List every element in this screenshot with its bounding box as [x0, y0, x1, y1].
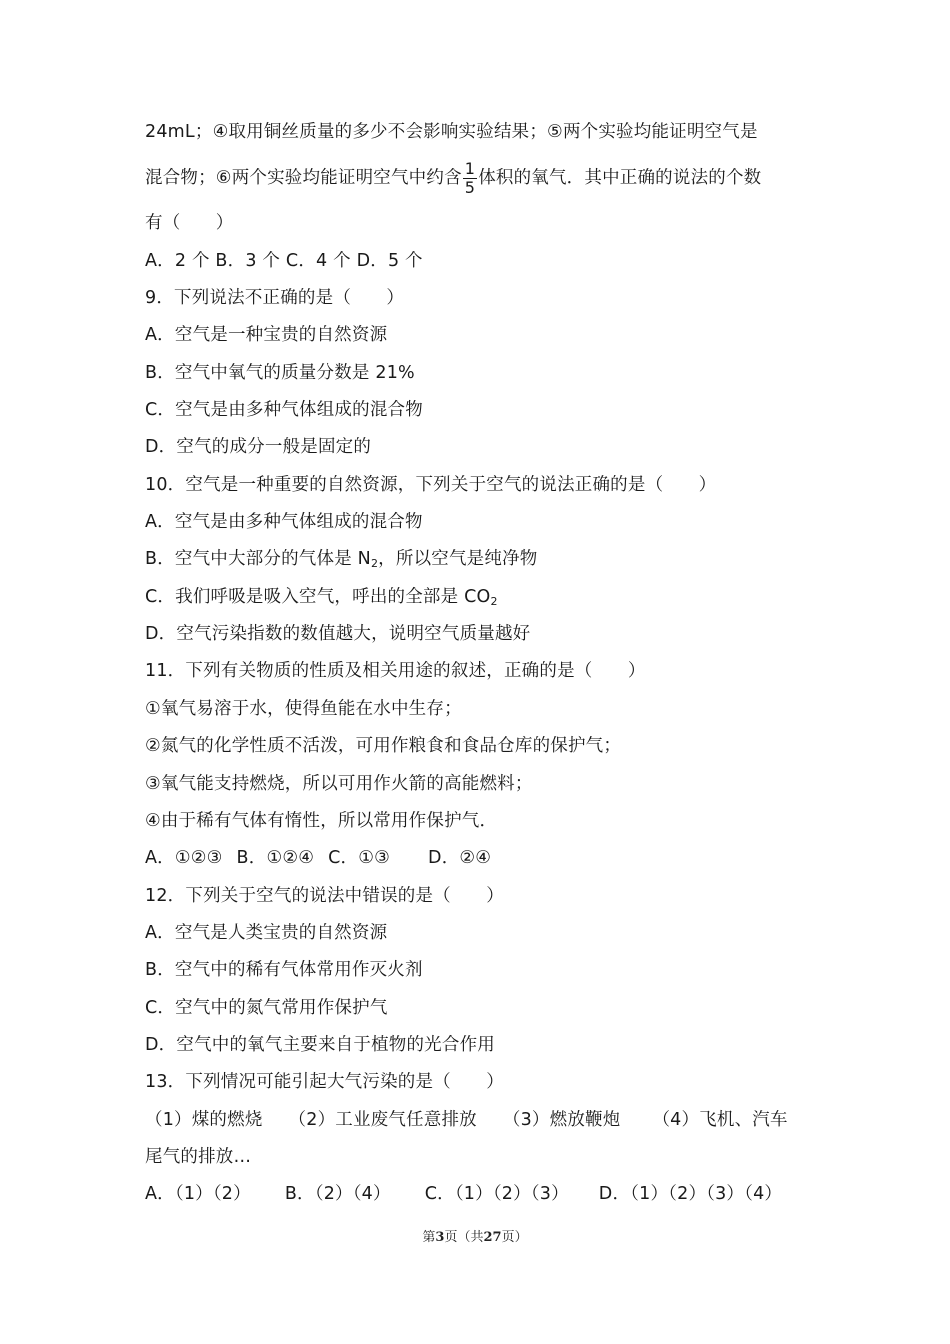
q8-line-2-pre: 混合物；⑥两个实验均能证明空气中约含: [145, 168, 462, 189]
q12-option-c: C．空气中的氮气常用作保护气: [145, 997, 388, 1018]
q11-statement-2: ②氮气的化学性质不活泼，可用作粮食和食品仓库的保护气；: [145, 736, 622, 757]
q13-option-a: A．（1）（2）: [145, 1184, 251, 1205]
q10-option-c-pre: C．我们呼吸是吸入空气，呼出的全部是 CO: [145, 586, 491, 607]
q11-option-a: A．①②③: [145, 848, 223, 869]
q13-stem: 13．下列情况可能引起大气污染的是（ ）: [145, 1072, 504, 1093]
q12-option-d: D．空气中的氧气主要来自于植物的光合作用: [145, 1034, 495, 1055]
q13-item-2: （2）工业废气任意排放: [288, 1109, 477, 1130]
q13-option-c: C．（1）（2）（3）: [424, 1184, 569, 1205]
q11-statement-3: ③氧气能支持燃烧，所以可用作火箭的高能燃料；: [145, 773, 533, 794]
q11-option-c: C．①③: [328, 848, 391, 869]
q13-items-continued: 尾气的排放…: [145, 1146, 252, 1167]
q10-option-d: D．空气污染指数的数值越大，说明空气质量越好: [145, 624, 531, 645]
q10-option-c-subscript: 2: [490, 594, 498, 608]
page-footer: [0, 1226, 950, 1245]
footer-total-pages: 27: [483, 1230, 502, 1245]
footer-page-number: 3: [435, 1230, 445, 1245]
q10-option-a: A．空气是由多种气体组成的混合物: [145, 512, 423, 533]
q10-option-c: [145, 579, 810, 616]
page-content: [145, 114, 810, 1214]
q10-option-b-pre: B．空气中大部分的气体是 N: [145, 549, 371, 570]
q10-option-b: [145, 541, 810, 578]
q8-line-2: [145, 151, 810, 205]
q10-option-b-subscript: 2: [370, 557, 379, 571]
q12-option-a: A．空气是人类宝贵的自然资源: [145, 922, 388, 943]
q13-options: [145, 1176, 810, 1213]
q10-stem: 10．空气是一种重要的自然资源，下列关于空气的说法正确的是（ ）: [145, 474, 717, 495]
q12-stem: 12．下列关于空气的说法中错误的是（ ）: [145, 885, 504, 906]
fraction-one-fifth: [463, 160, 477, 197]
q11-statement-1: ①氧气易溶于水，使得鱼能在水中生存；: [145, 698, 462, 719]
q9-option-a: A．空气是一种宝贵的自然资源: [145, 325, 388, 346]
footer-suffix: 页）: [501, 1230, 528, 1245]
q11-statement-4: ④由于稀有气体有惰性，所以常用作保护气．: [145, 810, 498, 831]
footer-prefix: 第: [422, 1230, 436, 1245]
q8-line-1: 24mL；④取用铜丝质量的多少不会影响实验结果；⑤两个实验均能证明空气是: [145, 122, 758, 142]
q11-option-b: B．①②④: [236, 848, 315, 869]
q8-line-2-post: 体积的氧气．其中正确的说法的个数: [478, 168, 762, 189]
q13-option-d: D．（1）（2）（3）（4）: [598, 1184, 783, 1205]
q13-option-b: B．（2）（4）: [284, 1184, 391, 1205]
q11-options: [145, 840, 810, 877]
q8-line-3: 有（ ）: [145, 213, 234, 234]
q13-item-4: （4）飞机、汽车: [652, 1109, 788, 1130]
q12-option-b: B．空气中的稀有气体常用作灭火剂: [145, 960, 423, 981]
q9-option-d: D．空气的成分一般是固定的: [145, 437, 372, 458]
q9-stem: 9．下列说法不正确的是（ ）: [145, 288, 405, 309]
q11-option-d: D．②④: [428, 848, 492, 869]
q13-item-3: （3）燃放鞭炮: [502, 1109, 621, 1130]
q13-item-1: （1）煤的燃烧: [145, 1109, 263, 1130]
q9-option-b: B．空气中氧气的质量分数是 21%: [145, 362, 415, 383]
q8-options: A．2 个 B．3 个 C．4 个 D．5 个: [145, 250, 423, 271]
fraction-numerator: 1: [464, 158, 476, 178]
q13-items: [145, 1102, 810, 1139]
q11-stem: 11．下列有关物质的性质及相关用途的叙述，正确的是（ ）: [145, 661, 646, 682]
footer-middle: 页（共: [444, 1230, 484, 1245]
q9-option-c: C．空气是由多种气体组成的混合物: [145, 400, 423, 421]
fraction-denominator: 5: [464, 177, 476, 197]
q10-option-b-post: ，所以空气是纯净物: [378, 549, 538, 570]
